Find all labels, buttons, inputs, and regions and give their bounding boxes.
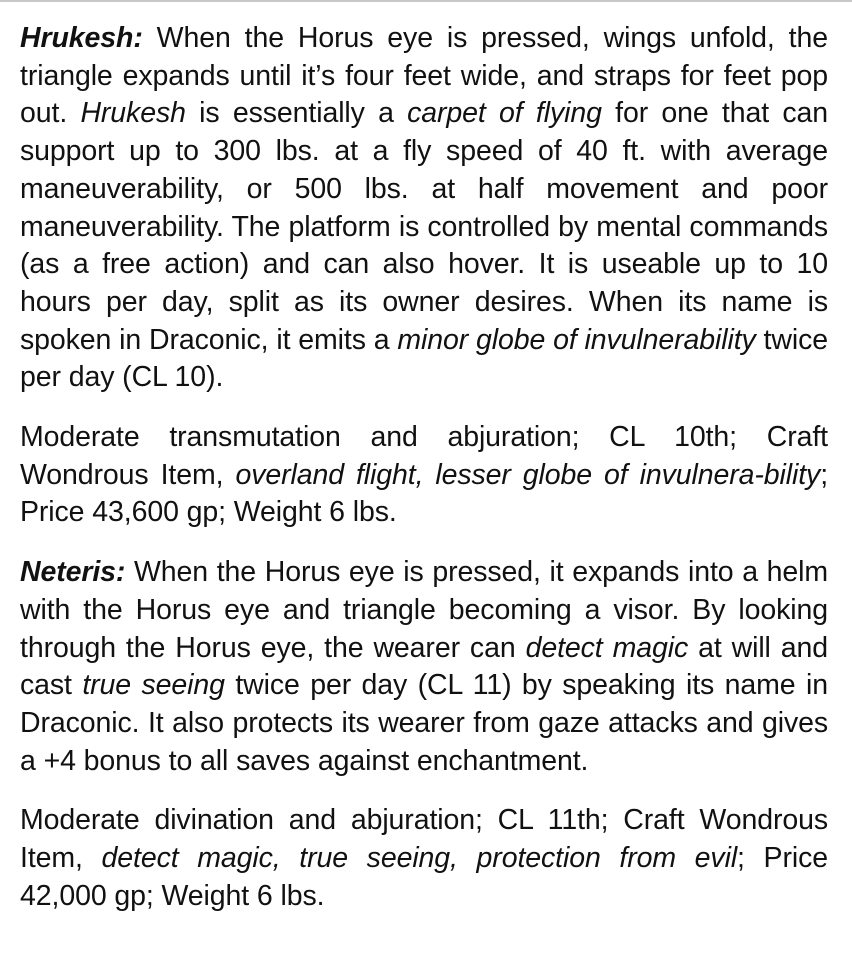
hrukesh-description — [20, 20, 828, 397]
hrukesh-text-1: When the Horus eye is pressed, wings unfold, the triangle expands until it’s four feet wide, and straps for feet pop out. — [20, 22, 828, 130]
neteris-text-2: at will and cast — [20, 631, 829, 702]
hrukesh-text-3: for one that can support up to 300 lbs. at a fly speed of 40 ft. with average maneuverability, or 500 lbs. at half movement and poor maneuverability. The platform is controlled by mental commands (as a free action) and can also hover. It is useable up to 10 hours per day, split as its owner desires. When its name is spoken in Draconic, it emits a — [20, 97, 829, 356]
neteris-text-3: twice per day (CL 11) by speaking its name in Draconic. It also protects its wearer from gaze attacks and gives a +4 bonus to all saves against enchantment. — [20, 669, 828, 777]
hrukesh-heading: Hrukesh: — [20, 22, 143, 54]
top-divider — [0, 0, 852, 2]
neteris-heading: Neteris: — [20, 556, 126, 589]
hrukesh-text-2: is essentially a — [185, 97, 408, 130]
neteris-stats-text-2: ; Price 42,000 gp; Weight 6 lbs. — [20, 842, 828, 912]
hrukesh-stats-spells: overland flight, lesser globe of invulnera-bility — [235, 458, 821, 491]
hrukesh-stat-block — [20, 419, 828, 532]
hrukesh-stats-text-2: ; Price 43,600 gp; Weight 6 lbs. — [20, 458, 829, 529]
carpet-of-flying-spell: carpet of flying — [407, 97, 602, 130]
hrukesh-reference: Hrukesh — [80, 97, 186, 130]
neteris-text-1: When the Horus eye is pressed, it expands into a helm with the Horus eye and triangle becoming a visor. By looking through the Horus eye, the wearer can — [20, 556, 828, 664]
detect-magic-spell: detect magic — [525, 631, 689, 664]
hrukesh-stats-text-1: Moderate transmutation and abjuration; CL 10th; Craft Wondrous Item, — [20, 421, 828, 491]
hrukesh-text-4: twice per day (CL 10). — [20, 323, 828, 394]
neteris-stats-spells: detect magic, true seeing, protection from evil — [101, 842, 738, 875]
neteris-stat-block — [20, 802, 828, 915]
true-seeing-spell: true seeing — [82, 669, 225, 702]
neteris-description — [20, 554, 828, 780]
item-descriptions — [20, 20, 828, 915]
minor-globe-spell: minor globe of invulnerability — [397, 323, 756, 356]
neteris-stats-text-1: Moderate divination and abjuration; CL 11th; Craft Wondrous Item, — [20, 804, 828, 875]
